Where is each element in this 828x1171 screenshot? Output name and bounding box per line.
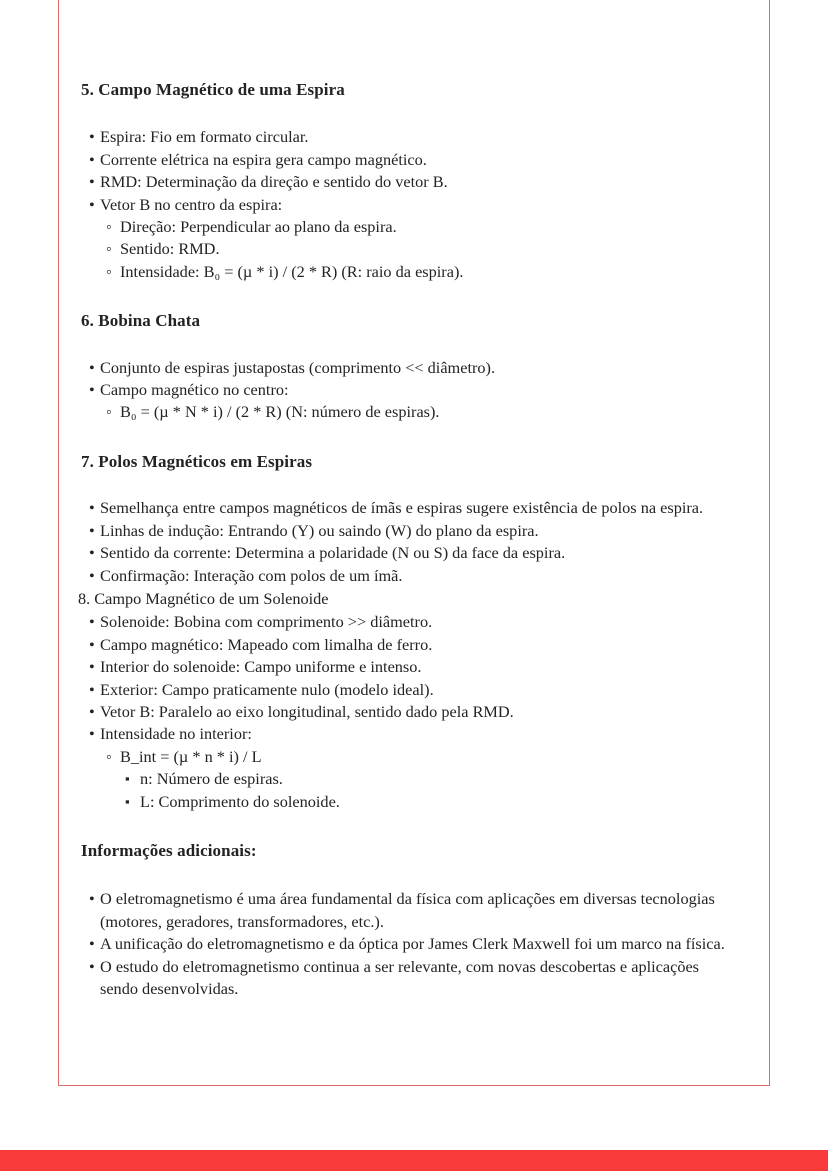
sub-bullet-list	[100, 216, 739, 283]
list-item-text: Corrente elétrica na espira gera campo magnético.	[100, 149, 427, 169]
section-6-title: 6. Bobina Chata	[81, 311, 201, 331]
list-item	[81, 357, 739, 379]
section-7-bullet-list	[81, 497, 739, 587]
list-item-text: Solenoide: Bobina com comprimento >> diâmetro.	[100, 612, 433, 632]
additional-info-bullet-list	[81, 888, 739, 1000]
list-item	[81, 933, 739, 955]
list-item	[100, 216, 739, 238]
list-item-text: A unificação do eletromagnetismo e da óptica por James Clerk Maxwell foi um marco na física.	[100, 934, 725, 954]
list-item-text: Sentido da corrente: Determina a polaridade (N ou S) da face da espira.	[100, 543, 566, 563]
list-item-text: Semelhança entre campos magnéticos de ímãs e espiras sugere existência de polos na espira.	[100, 498, 704, 518]
list-item	[81, 701, 739, 723]
list-item	[81, 126, 739, 148]
list-item	[100, 746, 739, 813]
bottom-red-bar	[0, 1150, 828, 1171]
list-item-text: Linhas de indução: Entrando (Y) ou saindo (W) do plano da espira.	[100, 520, 539, 540]
document-content	[78, 0, 739, 1000]
list-item	[100, 261, 739, 283]
list-item-text: Conjunto de espiras justapostas (comprimento << diâmetro).	[100, 357, 496, 377]
list-item	[120, 791, 739, 813]
list-item-text: O eletromagnetismo é uma área fundamental da física com aplicações em diversas tecnologias (motores, geradores, transformadores, etc.).	[100, 889, 715, 931]
formula-text: B₀ = (µ * N * i) / (2 * R) (N: número de espiras).	[120, 402, 440, 422]
formula-text: B_int = (µ * n * i) / L	[120, 746, 262, 766]
formula-text: Intensidade: B₀ = (µ * i) / (2 * R) (R: raio da espira).	[120, 261, 464, 281]
sub-bullet-list	[100, 401, 739, 423]
list-item	[81, 149, 739, 171]
list-item-text: RMD: Determinação da direção e sentido do vetor B.	[100, 172, 448, 192]
list-item-text: Interior do solenoide: Campo uniforme e intenso.	[100, 657, 422, 677]
additional-info-title: Informações adicionais:	[81, 840, 257, 860]
list-item	[81, 634, 739, 656]
list-item-text: Espira: Fio em formato circular.	[100, 127, 309, 147]
list-item	[81, 956, 739, 1001]
list-item	[81, 542, 739, 564]
list-item-text: Confirmação: Interação com polos de um ímã.	[100, 565, 403, 585]
list-item	[81, 379, 739, 424]
section-5-title: 5. Campo Magnético de uma Espira	[81, 80, 345, 99]
list-item	[100, 401, 739, 423]
list-item-text: Campo magnético no centro:	[100, 380, 289, 400]
section-8-bullet-list	[81, 611, 739, 813]
list-item-text: Direção: Perpendicular ao plano da espira.	[120, 217, 397, 237]
section-7-title: 7. Polos Magnéticos em Espiras	[81, 451, 313, 471]
list-item	[81, 679, 739, 701]
list-item	[81, 194, 739, 284]
list-item-text: Intensidade no interior:	[100, 724, 252, 744]
sub-sub-bullet-list	[120, 768, 739, 813]
list-item	[81, 611, 739, 633]
list-item	[81, 171, 739, 193]
section-5-bullet-list	[81, 126, 739, 283]
list-item-text: L: Comprimento do solenoide.	[140, 791, 340, 811]
list-item-text: n: Número de espiras.	[140, 769, 283, 789]
list-item-text: Sentido: RMD.	[120, 239, 220, 259]
sub-bullet-list	[100, 746, 739, 813]
list-item-text: Vetor B: Paralelo ao eixo longitudinal, sentido dado pela RMD.	[100, 701, 514, 721]
list-item-text: O estudo do eletromagnetismo continua a ser relevante, com novas descobertas e aplicações sendo desenvolvidas.	[100, 956, 700, 998]
list-item	[81, 520, 739, 542]
list-item	[81, 656, 739, 678]
section-6-bullet-list	[81, 357, 739, 424]
list-item	[81, 888, 739, 933]
list-item-text: Campo magnético: Mapeado com limalha de ferro.	[100, 634, 433, 654]
list-item	[100, 238, 739, 260]
list-item	[81, 723, 739, 813]
list-item	[81, 497, 739, 519]
list-item	[120, 768, 739, 790]
list-item-text: Vetor B no centro da espira:	[100, 194, 283, 214]
list-item	[81, 565, 739, 587]
section-8-title: 8. Campo Magnético de um Solenoide	[78, 588, 329, 608]
list-item-text: Exterior: Campo praticamente nulo (modelo ideal).	[100, 679, 434, 699]
